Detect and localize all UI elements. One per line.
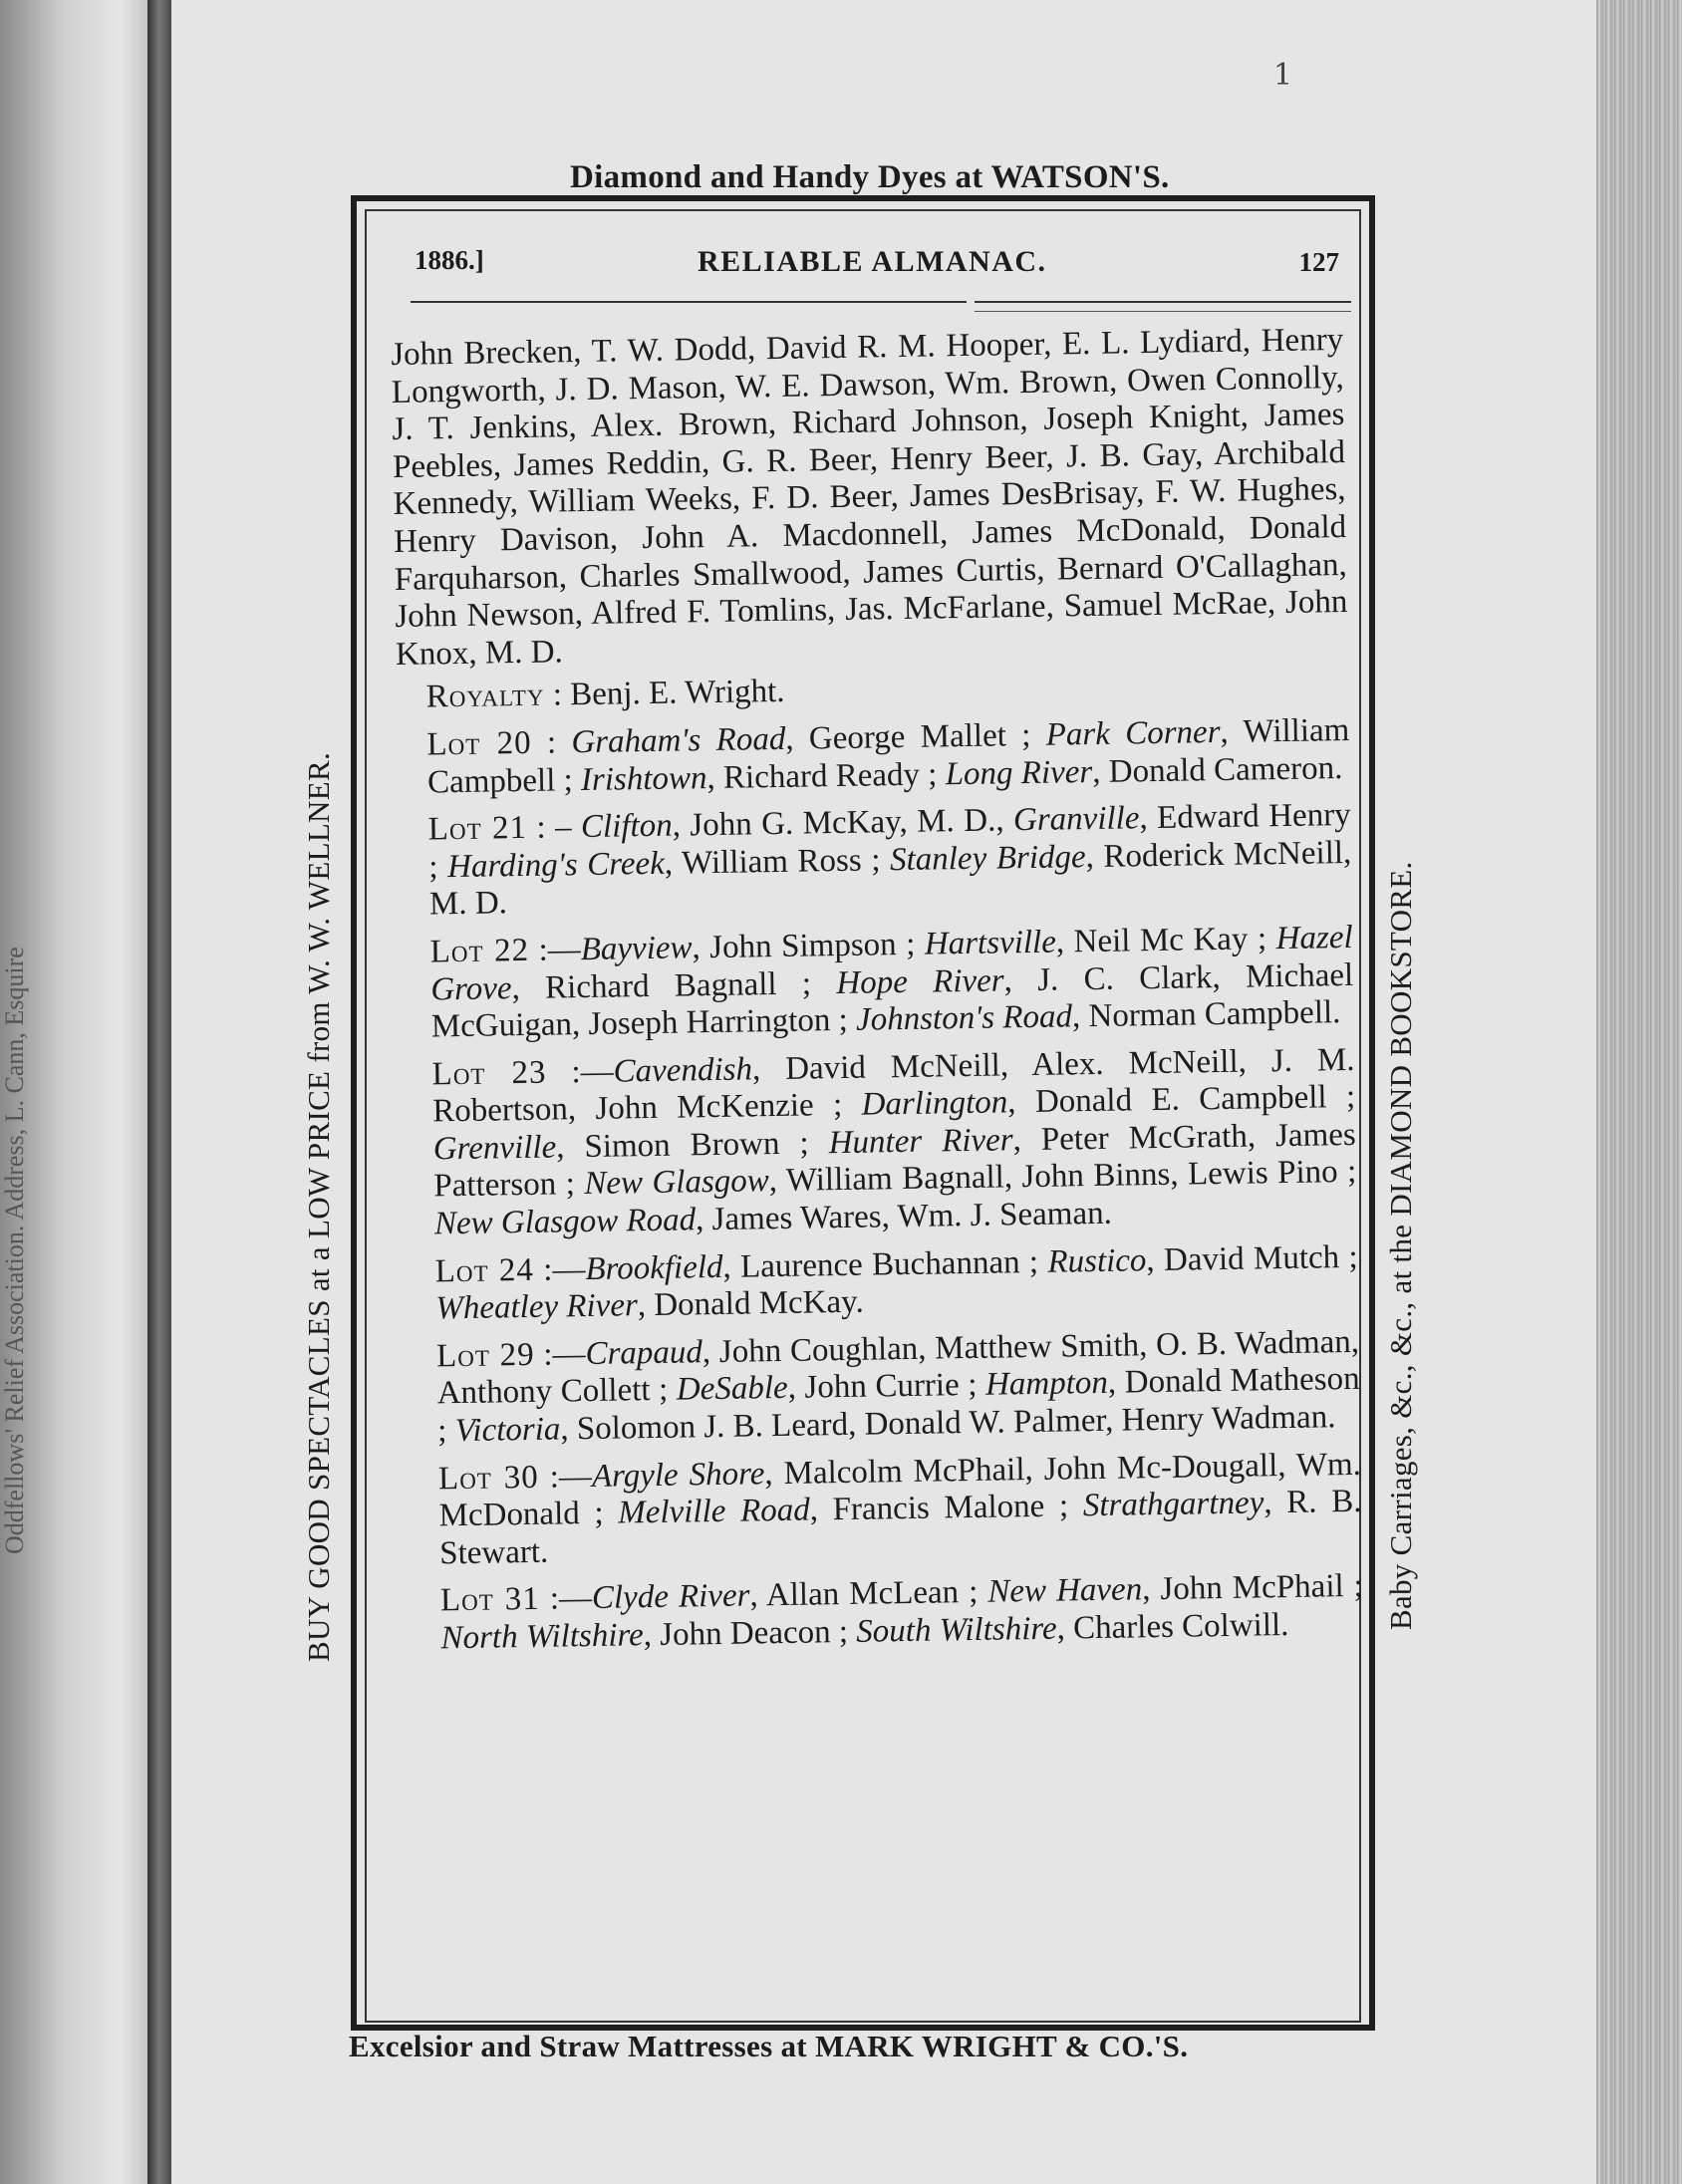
lot-23-paragraph: Lot 23 :—Cavendish, David McNeill, Alex. McNeill, J. M. Robertson, John McKenzie ; Darlington, Donald E. Campbell ; Grenville, Simon Brown ; Hunter River, Peter McGrath, James Patterson ; New Glasgow, William Bagnall, John Binns, Lewis Pino ; New Glasgow Road, James Wares, Wm. J. Seaman. [431,1041,1357,1242]
lot-24-paragraph: Lot 24 :—Brookfield, Laurence Buchannan ; Rustico, David Mutch ; Wheatley River, Donald McKay. [434,1238,1358,1327]
entry-heading: Lot 24 [434,1251,535,1290]
place-name: New Haven [987,1571,1143,1611]
body-text [391,322,1364,1658]
lot-21-paragraph: Lot 21 : – Clifton, John G. McKay, M. D., Granville, Edward Henry ; Harding's Creek, William Ross ; Stanley Bridge, Roderick McNeill, M. D. [427,797,1352,923]
royalty-paragraph: Royalty : Benj. E. Wright. [425,674,785,715]
place-name: Irishtown [580,759,707,798]
place-name: Hartsville [924,924,1057,962]
running-head-title: RELIABLE ALMANAC. [698,245,1047,278]
place-name: Rustico [1047,1241,1147,1280]
place-name: Hampton [984,1365,1109,1404]
intro-paragraph: John Brecken, T. W. Dodd, David R. M. Hooper, E. L. Lydiard, Henry Longworth, J. D. Mason, W. E. Dawson, Wm. Brown, Owen Connolly, J. T. Jenkins, Alex. Brown, Richard Johnson, Joseph Knight, James Peebles, James Reddin, G. R. Beer, Henry Beer, J. B. Gay, Archibald Kennedy, William Weeks, F. D. Beer, James DesBrisay, F. W. Hughes, Henry Davison, John A. Macdonnell, James McDonald, Donald Farquharson, Charles Smallwood, James Curtis, Bernard O'Callaghan, John Newson, Alfred F. Tomlins, Jas. McFarlane, Samuel McRae, John Knox, M. D. [391,321,1348,673]
place-name: Argyle Shore [591,1455,765,1495]
place-name: Darlington [861,1084,1008,1123]
place-name: Harding's Creek [446,845,666,885]
place-name: Granville [1012,800,1140,839]
entry-heading: Lot 30 [437,1459,540,1498]
top-advertisement: Diamond and Handy Dyes at WATSON'S. [570,159,1170,195]
entry-heading: Royalty [425,677,545,715]
book-spine [147,0,173,2184]
place-name: Stanley Bridge [889,838,1086,878]
entry-heading: Lot 21 [427,810,528,848]
right-advertisement [1383,1629,1384,1630]
place-name: Hunter River [828,1122,1013,1162]
place-name: Hope River [836,961,1004,1001]
place-name: New Glasgow Road [433,1202,697,1242]
place-name: DeSable [676,1370,788,1409]
place-name: Long River [945,753,1093,792]
place-name: Graham's Road [571,720,786,761]
entry-heading: Lot 31 [439,1581,541,1619]
header-rule [975,301,1351,303]
left-advertisement [301,1661,302,1662]
place-name: Clyde River [591,1577,750,1617]
entry-heading: Lot 23 [431,1054,547,1093]
place-name: Park Corner [1045,713,1221,753]
place-name: Clifton [580,807,673,846]
facing-page [0,0,159,2184]
header-rule [411,301,967,303]
place-name: New Glasgow [584,1163,770,1203]
place-name: Bayview [580,930,693,967]
page-mark: 1 [1273,58,1293,93]
header-rule [975,311,1351,312]
lot-30-paragraph: Lot 30 :—Argyle Shore, Malcolm McPhail, John Mc-Dougall, Wm. McDonald ; Melville Road, Francis Malone ; Strathgartney, R. B. Stewart. [437,1446,1362,1572]
page-edges [1596,0,1682,2184]
entry-heading: Lot 22 [429,932,530,970]
lot-31-paragraph: Lot 31 :—Clyde River, Allan McLean ; New Haven, John McPhail ; North Wiltshire, John Deacon ; South Wiltshire, Charles Colwill. [439,1568,1364,1657]
place-name: Grenville [432,1129,557,1168]
place-name: Victoria [454,1411,561,1450]
place-name: Strathgartney [1082,1485,1264,1524]
place-name: Melville Road [617,1492,811,1531]
page-number: 127 [1298,247,1339,277]
place-name: South Wiltshire [855,1610,1057,1650]
place-name: North Wiltshire [440,1617,645,1657]
place-name: Cavendish [613,1051,753,1090]
place-name: Crapaud [585,1334,703,1372]
lot-22-paragraph: Lot 22 :—Bayview, John Simpson ; Hartsville, Neil Mc Kay ; Hazel Grove, Richard Bagnall ; Hope River, J. C. Clark, Michael McGuigan, Joseph Harrington ; Johnston's Road, Norman Campbell. [429,919,1354,1045]
bottom-advertisement: Excelsior and Straw Mattresses at MARK WRIGHT & CO.'S. [349,2029,1189,2063]
entry-heading: Lot 20 [426,724,532,763]
facing-page-text: Oddfellows' Relief Association. Address, L. Cann, Esquire [0,947,29,1554]
lot-29-paragraph: Lot 29 :—Crapaud, John Coughlan, Matthew Smith, O. B. Wadman, Anthony Collett ; DeSable, John Currie ; Hampton, Donald Matheson ; Victoria, Solomon J. B. Leard, Donald W. Palmer, Henry Wadman. [435,1323,1360,1450]
lot-20-paragraph: Lot 20 : Graham's Road, George Mallet ; Park Corner, William Campbell ; Irishtown, Richard Ready ; Long River, Donald Cameron. [426,711,1350,801]
running-head [409,245,1355,285]
place-name: Brookfield [585,1248,723,1287]
place-name: Wheatley River [435,1287,639,1327]
place-name: Johnston's Road [855,998,1073,1038]
entry-heading: Lot 29 [435,1336,535,1375]
place-name: Hazel Grove [430,919,1353,1007]
running-head-year: 1886.] [415,245,484,275]
